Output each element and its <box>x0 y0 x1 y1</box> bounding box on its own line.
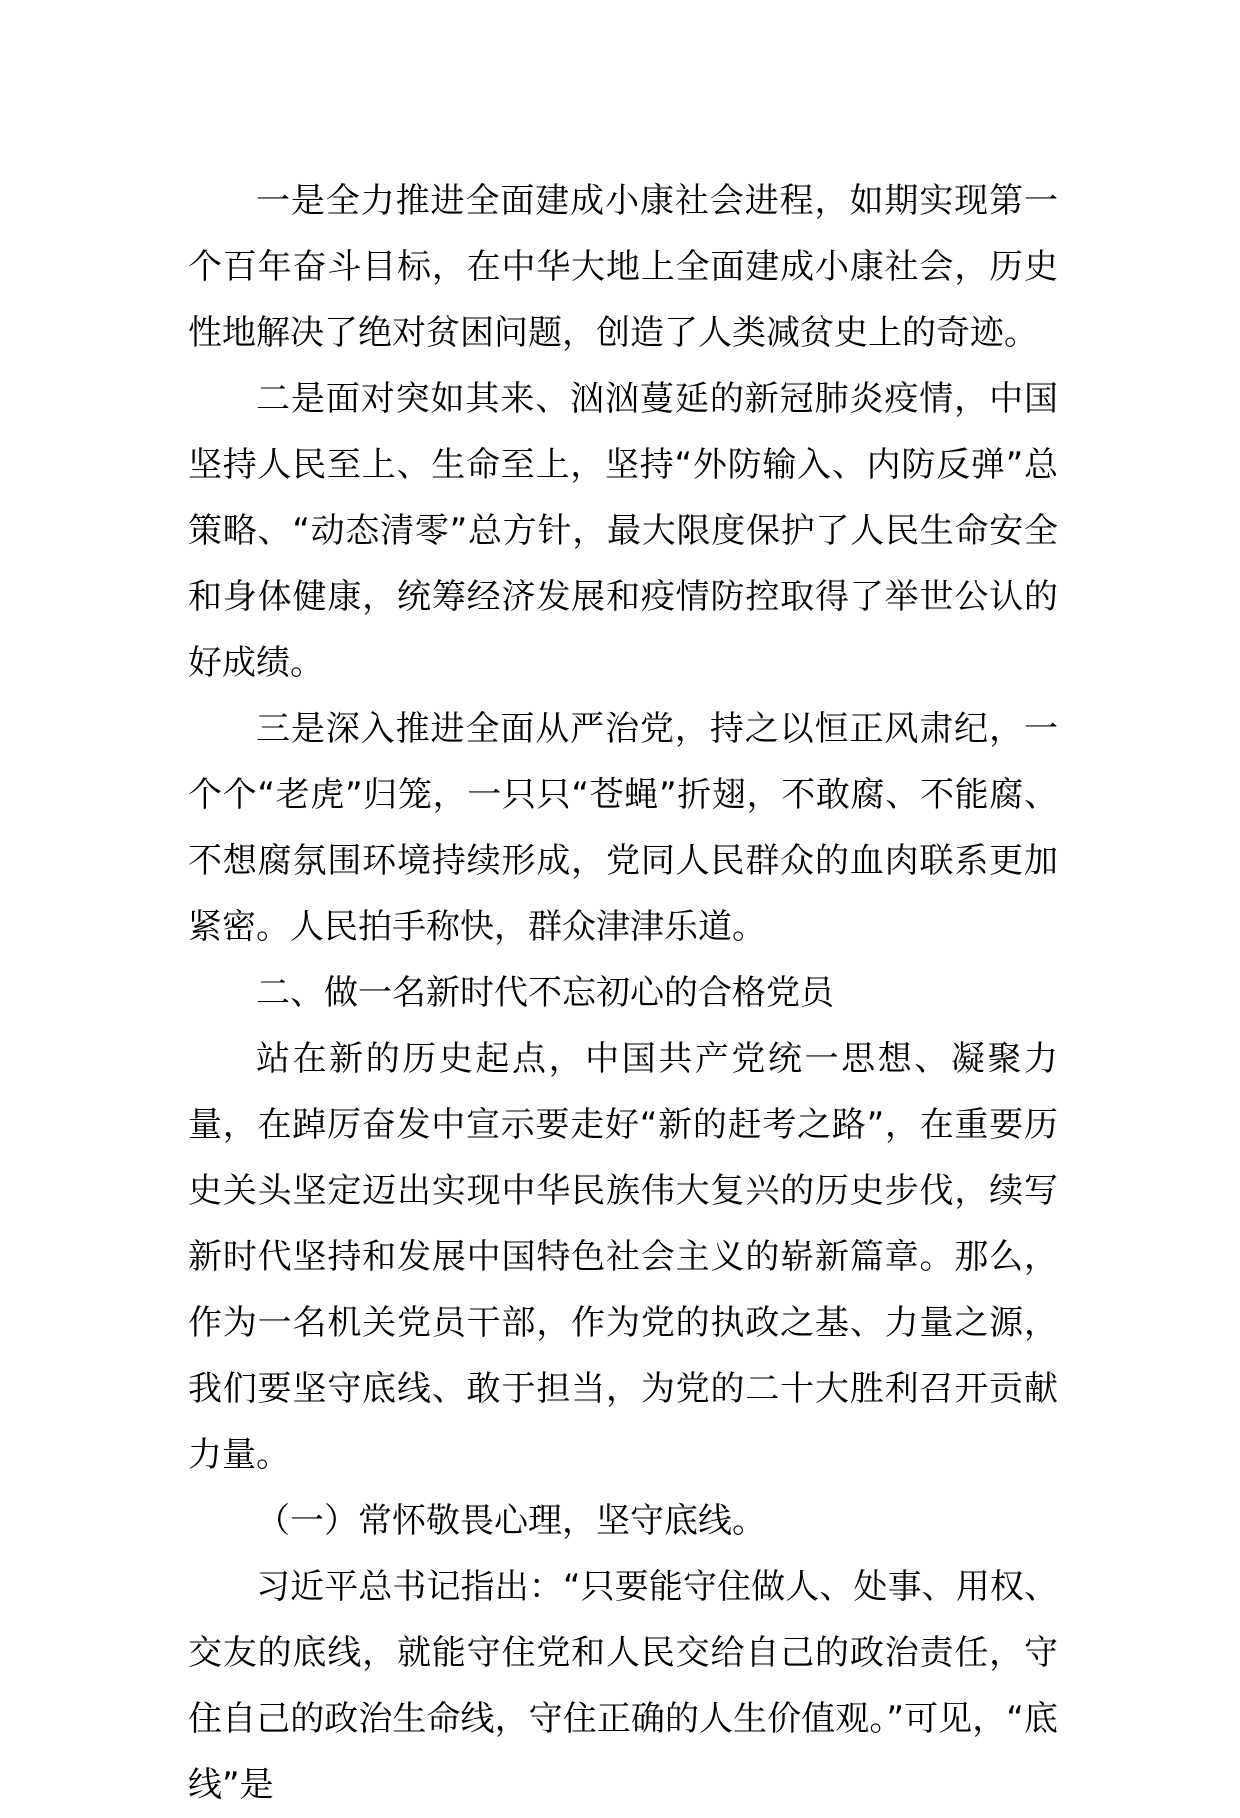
paragraph-achievement-two: 二是面对突如其来、汹汹蔓延的新冠肺炎疫情，中国坚持人民至上、生命至上，坚持“外防输入、内防反弹”总策略、“动态清零”总方针，最大限度保护了人民生命安全和身体健康，统筹经济发展和疫情防控取得了举世公认的好成绩。 <box>188 379 1058 683</box>
paragraph-achievement-one: 一是全力推进全面建成小康社会进程，如期实现第一个百年奋斗目标，在中华大地上全面建成小康社会，历史性地解决了绝对贫困问题，创造了人类减贫史上的奇迹。 <box>188 181 1058 353</box>
paragraph-bottom-line-quote: 习近平总书记指出：“只要能守住做人、处事、用权、交友的底线，就能守住党和人民交给自己的政治责任，守住自己的政治生命线，守住正确的人生价值观。”可见，“底线”是 <box>188 1567 1058 1805</box>
paragraph-achievement-three: 三是深入推进全面从严治党，持之以恒正风肃纪，一个个“老虎”归笼，一只只“苍蝇”折翅，不敢腐、不能腐、不想腐氛围环境持续形成，党同人民群众的血肉联系更加紧密。人民拍手称快，群众津津乐道。 <box>188 709 1058 947</box>
paragraph-new-starting-point: 站在新的历史起点，中国共产党统一思想、凝聚力量，在踔厉奋发中宣示要走好“新的赶考之路”，在重要历史关头坚定迈出实现中华民族伟大复兴的历史步伐，续写新时代坚持和发展中国特色社会主义的崭新篇章。那么，作为一名机关党员干部，作为党的执政之基、力量之源，我们要坚守底线、敢于担当，为党的二十大胜利召开贡献力量。 <box>188 1039 1058 1475</box>
document-body <box>188 168 1058 1818</box>
section-heading: 二、做一名新时代不忘初心的合格党员 <box>256 973 834 1013</box>
subsection-heading: （一）常怀敬畏心理，坚守底线。 <box>256 1501 766 1541</box>
